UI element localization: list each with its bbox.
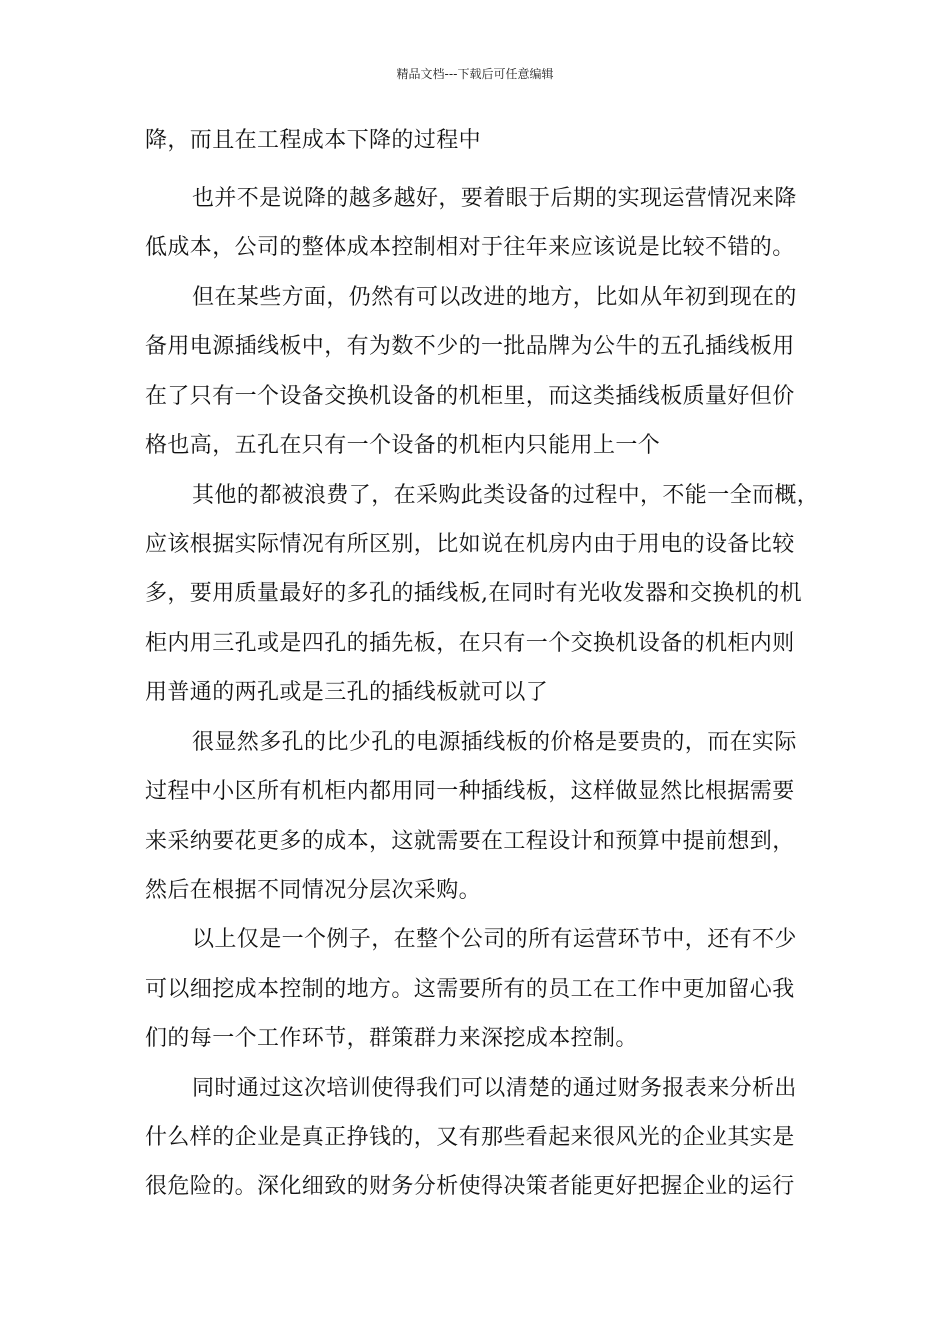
text-line: 其他的都被浪费了，在采购此类设备的过程中，不能一全而概， (192, 483, 820, 508)
text-line: 多，要用质量最好的多孔的插线板,在同时有光收发器和交换机的机 (145, 581, 802, 606)
text-line: 降，而且在工程成本下降的过程中 (145, 128, 482, 153)
page-header: 精品文档---下载后可任意编辑 (396, 67, 554, 81)
text-line: 很危险的。深化细致的财务分析使得决策者能更好把握企业的运行 (145, 1174, 795, 1199)
text-line: 同时通过这次培训使得我们可以清楚的通过财务报表来分析出 (192, 1076, 797, 1101)
text-line: 来采纳要花更多的成本，这就需要在工程设计和预算中提前想到， (145, 829, 795, 854)
text-line: 也并不是说降的越多越好，要着眼于后期的实现运营情况来降 (192, 186, 797, 211)
text-line: 然后在根据不同情况分层次采购。 (145, 878, 482, 903)
text-line: 用普通的两孔或是三孔的插线板就可以了 (145, 680, 549, 705)
text-line: 低成本，公司的整体成本控制相对于往年来应该说是比较不错的。 (145, 235, 795, 260)
text-line: 应该根据实际情况有所区别，比如说在机房内由于用电的设备比较 (145, 532, 795, 557)
text-line: 可以细挖成本控制的地方。这需要所有的员工在工作中更加留心我 (145, 977, 795, 1002)
text-line: 在了只有一个设备交换机设备的机柜里，而这类插线板质量好但价 (145, 384, 795, 409)
text-line: 们的每一个工作环节，群策群力来深挖成本控制。 (145, 1026, 638, 1051)
text-line: 很显然多孔的比少孔的电源插线板的价格是要贵的，而在实际 (192, 730, 797, 755)
text-line: 但在某些方面，仍然有可以改进的地方，比如从年初到现在的 (192, 285, 797, 310)
text-line: 柜内用三孔或是四孔的插先板，在只有一个交换机设备的机柜内则 (145, 631, 795, 656)
text-line: 什么样的企业是真正挣钱的，又有那些看起来很风光的企业其实是 (145, 1125, 795, 1150)
text-line: 备用电源插线板中，有为数不少的一批品牌为公牛的五孔插线板用 (145, 334, 795, 359)
text-line: 以上仅是一个例子，在整个公司的所有运营环节中，还有不少 (192, 927, 797, 952)
text-line: 过程中小区所有机柜内都用同一种插线板，这样做显然比根据需要 (145, 779, 795, 804)
text-line: 格也高，五孔在只有一个设备的机柜内只能用上一个 (145, 433, 661, 458)
